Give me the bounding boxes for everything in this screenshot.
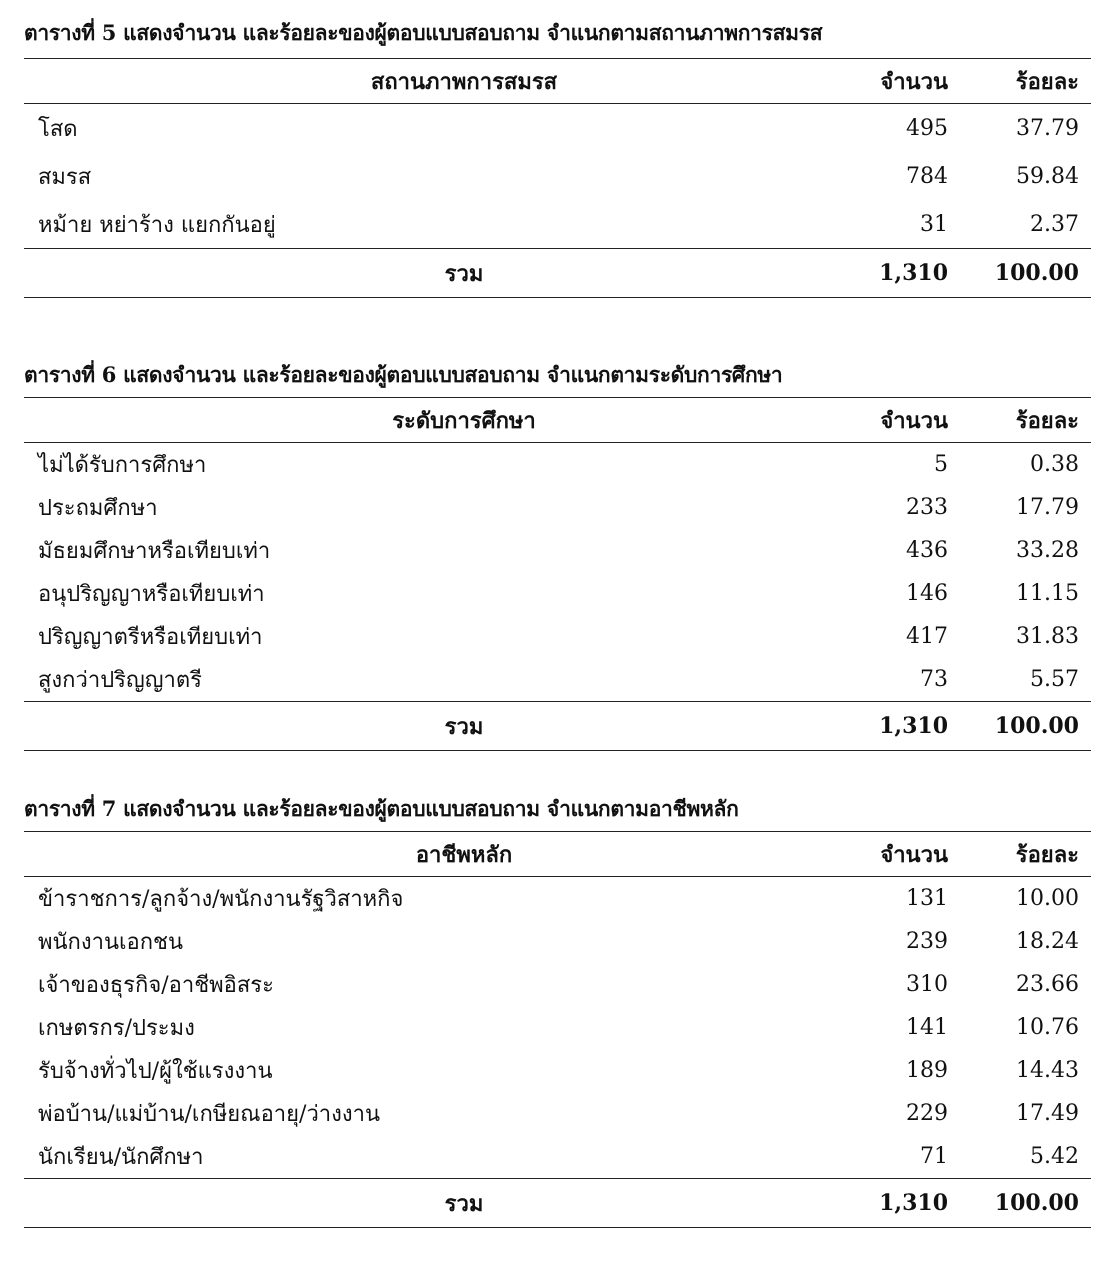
row-count: 5 [934,452,948,477]
table-row [24,486,1091,529]
row-count: 31 [920,211,948,237]
row-label: สูงกว่าปริญญาตรี [38,668,202,693]
row-percent: 17.79 [1016,495,1079,520]
row-percent: 33.28 [1016,538,1079,563]
total-row [24,249,1091,298]
header-percent: ร้อยละ [954,832,1091,877]
table-6-block [24,362,1091,751]
table-row [24,104,1091,153]
row-percent: 59.84 [1016,163,1079,189]
table-row [24,1135,1091,1179]
row-count: 233 [906,495,948,520]
table-caption: ตารางที่ 7 แสดงจำนวน และร้อยละของผู้ตอบแบบสอบถาม จำแนกตามอาชีพหลัก [24,796,739,821]
table-header-row [24,59,1091,104]
table-row [24,615,1091,658]
row-label: พ่อบ้าน/แม่บ้าน/เกษียณอายุ/ว่างงาน [38,1102,381,1127]
row-count: 229 [906,1101,948,1126]
header-category: ระดับการศึกษา [24,398,824,443]
table-header-row [24,398,1091,443]
row-label: รับจ้างทั่วไป/ผู้ใช้แรงงาน [38,1059,273,1084]
table-row [24,1006,1091,1049]
row-label: โสด [38,116,78,142]
row-percent: 10.00 [1016,886,1079,911]
table-row [24,920,1091,963]
total-count: 1,310 [824,249,954,298]
table-row [24,1049,1091,1092]
table-5-block [24,20,1091,298]
row-label: สมรส [38,164,92,190]
row-count: 310 [906,972,948,997]
row-label: อนุปริญญาหรือเทียบเท่า [38,582,265,607]
row-label: พนักงานเอกชน [38,930,184,955]
total-percent: 100.00 [954,702,1091,751]
row-count: 417 [906,624,948,649]
row-percent: 11.15 [1016,581,1079,606]
table-header-row [24,832,1091,877]
row-count: 239 [906,929,948,954]
table-row [24,572,1091,615]
table-row [24,529,1091,572]
row-percent: 0.38 [1030,452,1079,477]
table-row [24,658,1091,702]
total-count: 1,310 [824,1179,954,1228]
marital-status-table [24,58,1091,298]
row-label: นักเรียน/นักศึกษา [38,1145,204,1170]
row-count: 189 [906,1058,948,1083]
row-label: เจ้าของธุรกิจ/อาชีพอิสระ [38,973,274,998]
row-label: หม้าย หย่าร้าง แยกกันอยู่ [38,212,276,238]
row-percent: 10.76 [1016,1015,1079,1040]
row-percent: 14.43 [1016,1058,1079,1083]
row-percent: 37.79 [1016,115,1079,141]
table-7-block [24,796,1091,1228]
header-percent: ร้อยละ [954,398,1091,443]
header-percent: ร้อยละ [954,59,1091,104]
header-count: จำนวน [824,59,954,104]
row-count: 146 [906,581,948,606]
row-percent: 5.57 [1030,667,1079,692]
table-row [24,963,1091,1006]
table-caption: ตารางที่ 6 แสดงจำนวน และร้อยละของผู้ตอบแบบสอบถาม จำแนกตามระดับการศึกษา [24,362,783,387]
table-row [24,877,1091,921]
row-count: 784 [906,163,948,189]
table-row [24,200,1091,249]
row-label: เกษตรกร/ประมง [38,1016,195,1041]
table-row [24,443,1091,487]
row-label: ประถมศึกษา [38,496,158,521]
occupation-table [24,831,1091,1228]
row-percent: 18.24 [1016,929,1079,954]
table-caption: ตารางที่ 5 แสดงจำนวน และร้อยละของผู้ตอบแบบสอบถาม จำแนกตามสถานภาพการสมรส [24,20,823,45]
total-label: รวม [24,702,824,751]
row-count: 436 [906,538,948,563]
table-row [24,152,1091,200]
header-count: จำนวน [824,832,954,877]
total-count: 1,310 [824,702,954,751]
header-category: สถานภาพการสมรส [24,59,824,104]
row-percent: 2.37 [1030,211,1079,237]
total-percent: 100.00 [954,249,1091,298]
total-label: รวม [24,1179,824,1228]
row-label: ไม่ได้รับการศึกษา [38,453,207,478]
row-percent: 23.66 [1016,972,1079,997]
row-label: มัธยมศึกษาหรือเทียบเท่า [38,539,271,564]
header-category: อาชีพหลัก [24,832,824,877]
row-count: 495 [906,115,948,141]
row-count: 141 [906,1015,948,1040]
total-percent: 100.00 [954,1179,1091,1228]
row-label: ปริญญาตรีหรือเทียบเท่า [38,625,263,650]
row-percent: 17.49 [1016,1101,1079,1126]
table-row [24,1092,1091,1135]
total-row [24,702,1091,751]
header-count: จำนวน [824,398,954,443]
row-count: 71 [920,1144,948,1169]
education-table [24,397,1091,751]
total-row [24,1179,1091,1228]
total-label: รวม [24,249,824,298]
row-percent: 5.42 [1030,1144,1079,1169]
row-percent: 31.83 [1016,624,1079,649]
row-count: 73 [920,667,948,692]
row-label: ข้าราชการ/ลูกจ้าง/พนักงานรัฐวิสาหกิจ [38,887,404,912]
row-count: 131 [906,886,948,911]
